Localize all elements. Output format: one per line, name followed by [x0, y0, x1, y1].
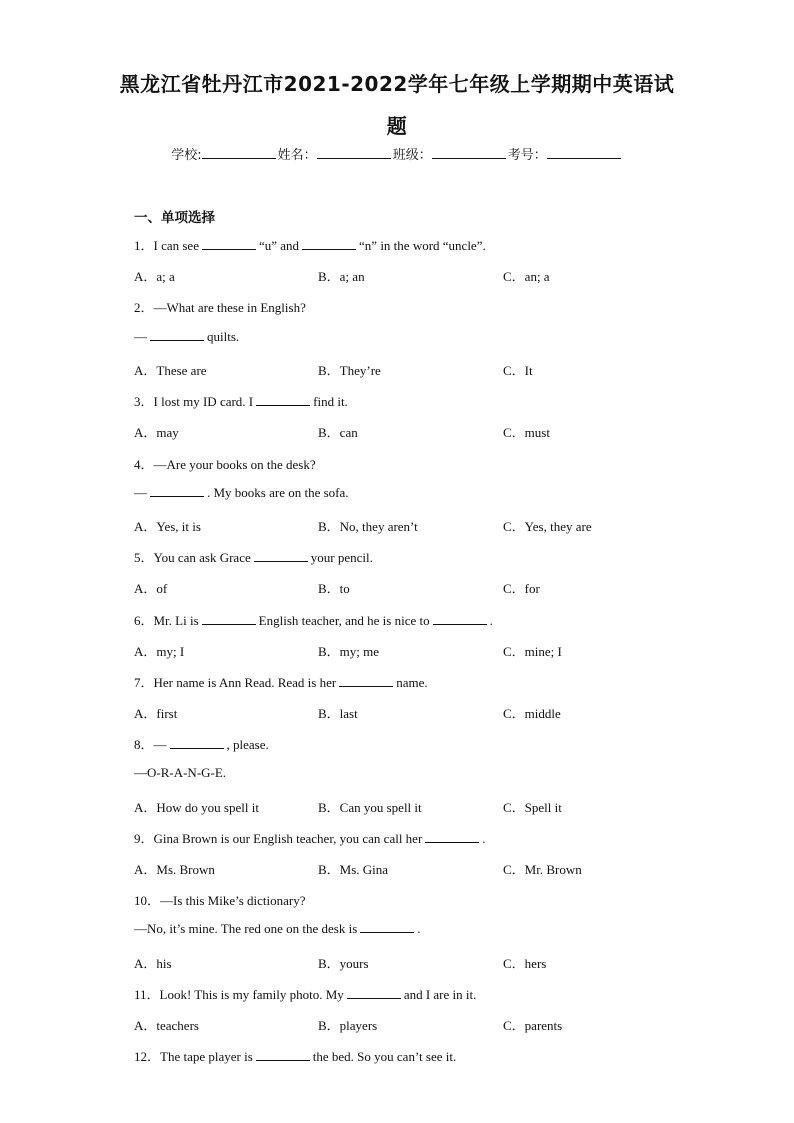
q2-text-1: —: [134, 329, 147, 344]
q7-option-b[interactable]: B．last: [318, 706, 358, 721]
answer-blank: [256, 394, 310, 406]
q1-text-2: “u” and: [258, 238, 300, 253]
q2-text-2: quilts.: [207, 329, 240, 344]
q7-option-c[interactable]: C．middle: [503, 706, 561, 721]
answer-blank: [254, 550, 308, 562]
answer-blank: [202, 238, 256, 250]
q10-option-a[interactable]: A．his: [134, 956, 172, 971]
class-label: 班级：: [392, 148, 432, 163]
q8-option-b[interactable]: B．Can you spell it: [318, 800, 422, 815]
name-blank[interactable]: [317, 146, 391, 159]
exam-title-line-2: 题: [386, 114, 408, 138]
answer-blank: [202, 613, 256, 625]
q4-option-b[interactable]: B．No, they aren’t: [318, 519, 418, 534]
q9-text-1: 9．Gina Brown is our English teacher, you can call her: [134, 831, 423, 846]
q6-text-2: English teacher, and he is nice to: [258, 613, 430, 628]
question-8-stem: [134, 734, 269, 753]
q7-text-2: name.: [396, 675, 428, 690]
q9-option-a[interactable]: A．Ms. Brown: [134, 862, 215, 877]
q11-text-1: 11．Look! This is my family photo. My: [134, 987, 344, 1002]
question-6-stem: [134, 610, 493, 629]
q1-text-3: “n” in the word “uncle”.: [359, 238, 486, 253]
question-2-answer-line: [134, 329, 239, 345]
question-2-stem: 2．—What are these in English?: [134, 300, 306, 315]
q8-text-1: 8．—: [134, 737, 167, 752]
q8-option-a[interactable]: A．How do you spell it: [134, 800, 259, 815]
q5-text-1: 5．You can ask Grace: [134, 550, 251, 565]
q6-option-b[interactable]: B．my; me: [318, 644, 380, 659]
answer-blank: [360, 921, 414, 933]
q8-text-2: , please.: [226, 737, 269, 752]
question-1-stem: [134, 235, 486, 254]
name-label: 姓名：: [277, 148, 317, 163]
q8-option-c[interactable]: C．Spell it: [503, 800, 562, 815]
q5-option-c[interactable]: C．for: [503, 581, 540, 596]
question-4-answer-line: [134, 485, 349, 501]
answer-blank: [170, 737, 224, 749]
q10-text-2: .: [417, 921, 421, 936]
q3-text-2: find it.: [313, 394, 348, 409]
q4-option-c[interactable]: C．Yes, they are: [503, 519, 592, 534]
q4-option-a[interactable]: A．Yes, it is: [134, 519, 201, 534]
class-blank[interactable]: [432, 146, 506, 159]
number-label: 考号：: [507, 148, 547, 163]
q11-option-c[interactable]: C．parents: [503, 1018, 563, 1033]
q12-text-2: the bed. So you can’t see it.: [312, 1049, 457, 1064]
q4-text-2: . My books are on the sofa.: [207, 485, 349, 500]
q3-option-c[interactable]: C．must: [503, 425, 550, 440]
q1-option-b[interactable]: B．a; an: [318, 269, 365, 284]
question-8-reply: —O-R-A-N-G-E.: [134, 765, 227, 780]
answer-blank: [256, 1049, 310, 1061]
q3-text-1: 3．I lost my ID card. I: [134, 394, 254, 409]
q1-option-c[interactable]: C．an; a: [503, 269, 550, 284]
q1-text-1: 1．I can see: [134, 238, 199, 253]
q10-text-1: —No, it’s mine. The red one on the desk is: [134, 921, 358, 936]
q7-text-1: 7．Her name is Ann Read. Read is her: [134, 675, 337, 690]
question-11-stem: [134, 984, 476, 1003]
school-label: 学校:: [171, 148, 202, 163]
q11-option-b[interactable]: B．players: [318, 1018, 378, 1033]
q6-text-1: 6．Mr. Li is: [134, 613, 199, 628]
question-10-stem: 10．—Is this Mike’s dictionary?: [134, 893, 306, 908]
number-blank[interactable]: [547, 146, 621, 159]
q3-option-b[interactable]: B．can: [318, 425, 358, 440]
q5-option-a[interactable]: A．of: [134, 581, 168, 596]
question-5-stem: [134, 547, 373, 566]
q12-text-1: 12．The tape player is: [134, 1049, 253, 1064]
answer-blank: [433, 613, 487, 625]
question-4-stem: 4．—Are your books on the desk?: [134, 457, 316, 472]
q4-text-1: —: [134, 485, 147, 500]
school-blank[interactable]: [202, 146, 276, 159]
answer-blank: [339, 675, 393, 687]
q10-option-b[interactable]: B．yours: [318, 956, 369, 971]
q1-option-a[interactable]: A．a; a: [134, 269, 175, 284]
q6-text-3: .: [489, 613, 493, 628]
q7-option-a[interactable]: A．first: [134, 706, 178, 721]
answer-blank: [150, 485, 204, 497]
q5-option-b[interactable]: B．to: [318, 581, 350, 596]
answer-blank: [302, 238, 356, 250]
exam-title-line-1: 黑龙江省牡丹江市2021-2022学年七年级上学期期中英语试: [119, 72, 675, 96]
answer-blank: [347, 987, 401, 999]
q6-option-a[interactable]: A．my; I: [134, 644, 185, 659]
question-9-stem: [134, 828, 486, 847]
q2-option-c[interactable]: C．It: [503, 363, 533, 378]
q11-option-a[interactable]: A．teachers: [134, 1018, 199, 1033]
q6-option-c[interactable]: C．mine; I: [503, 644, 562, 659]
q2-option-a[interactable]: A．These are: [134, 363, 207, 378]
q10-option-c[interactable]: C．hers: [503, 956, 547, 971]
question-12-stem: [134, 1046, 456, 1065]
q11-text-2: and I are in it.: [403, 987, 477, 1002]
q9-text-2: .: [482, 831, 486, 846]
student-info-line: [0, 144, 794, 163]
question-3-stem: [134, 391, 348, 410]
q3-option-a[interactable]: A．may: [134, 425, 179, 440]
q9-option-c[interactable]: C．Mr. Brown: [503, 862, 582, 877]
section-heading: 一、单项选择: [134, 210, 215, 226]
question-10-answer-line: [134, 921, 421, 937]
question-7-stem: [134, 672, 428, 691]
answer-blank: [150, 329, 204, 341]
q5-text-2: your pencil.: [310, 550, 373, 565]
answer-blank: [425, 831, 479, 843]
q2-option-b[interactable]: B．They’re: [318, 363, 381, 378]
q9-option-b[interactable]: B．Ms. Gina: [318, 862, 389, 877]
